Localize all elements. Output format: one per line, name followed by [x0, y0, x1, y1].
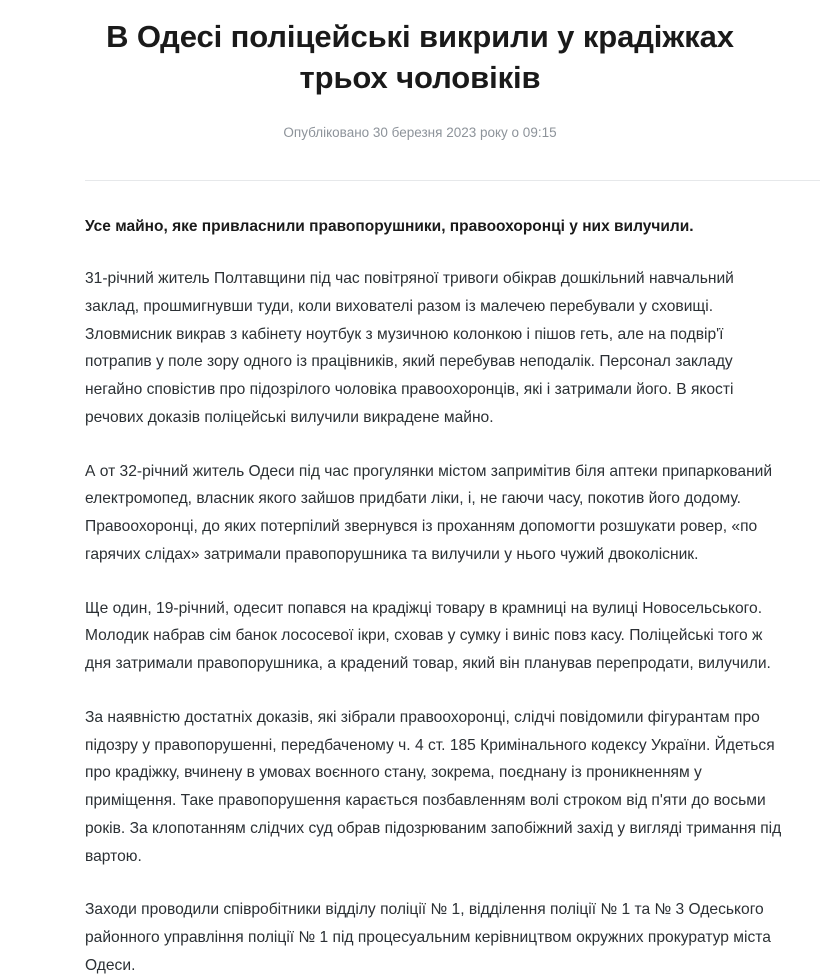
article-paragraph: А от 32-річний житель Одеси під час прогулянки містом запримітив біля аптеки припаркований електромопед, власник якого зайшов придбати ліки, і, не гаючи часу, покотив його додому. Правоохоронці, до яких потерпілий звернувся із проханням допомогти розшукати ровер, «по гарячих слідах» затримали правопорушника та вилучили у нього чужий двоколісник.: [85, 462, 773, 563]
publish-date: Опубліковано 30 березня 2023 року о 09:15: [283, 125, 557, 141]
article-paragraph: Заходи проводили співробітники відділу поліції № 1, відділення поліції № 1 та № 3 Одеського районного управління поліції № 1 під процесуальним керівництвом окружних прокуратур міста Одеси.: [85, 901, 771, 974]
article-header: [0, 0, 840, 142]
article-paragraph: 31-річний житель Полтавщини під час повітряної тривоги обікрав дошкільний навчальний заклад, прошмигнувши туди, коли вихователі разом із малечею перебували у сховищі. Зловмисник викрав з кабінету ноутбук з музичною колонкою і пішов геть, але на подвір'ї потрапив у поле зору одного із працівників, який перебував неподалік. Персонал закладу негайно сповістив про підозрілого чоловіка правоохоронців, які і затримали його. В якості речових доказів поліцейські вилучили викрадене майно.: [85, 270, 734, 426]
article-paragraph: За наявністю достатніх доказів, які зібрали правоохоронці, слідчі повідомили фігурантам про підозру у правопорушенні, передбаченому ч. 4 ст. 185 Кримінального кодексу України. Йдеться про крадіжку, вчинену в умовах воєнного стану, зокрема, поєднану із проникненням у приміщення. Таке правопорушення карається позбавленням волі строком від п'яти до восьми років. За клопотанням слідчих суд обрав підозрюваним запобіжний захід у вигляді тримання під вартою.: [85, 708, 782, 865]
header-divider: [85, 180, 820, 181]
article-body: [0, 215, 840, 980]
article-lead: Усе майно, яке привласнили правопорушники, правоохоронці у них вилучили.: [85, 217, 694, 235]
article-paragraph: Ще один, 19-річний, одесит попався на крадіжці товару в крамниці на вулиці Новосельського. Молодик набрав сім банок лососевої ікри, сховав у сумку і виніс повз касу. Поліцейські того ж дня затримали правопорушника, а крадений товар, який він планував перепродати, вилучили.: [85, 599, 771, 672]
page-title: В Одесі поліцейські викрили у крадіжках трьох чоловіків: [106, 19, 734, 96]
